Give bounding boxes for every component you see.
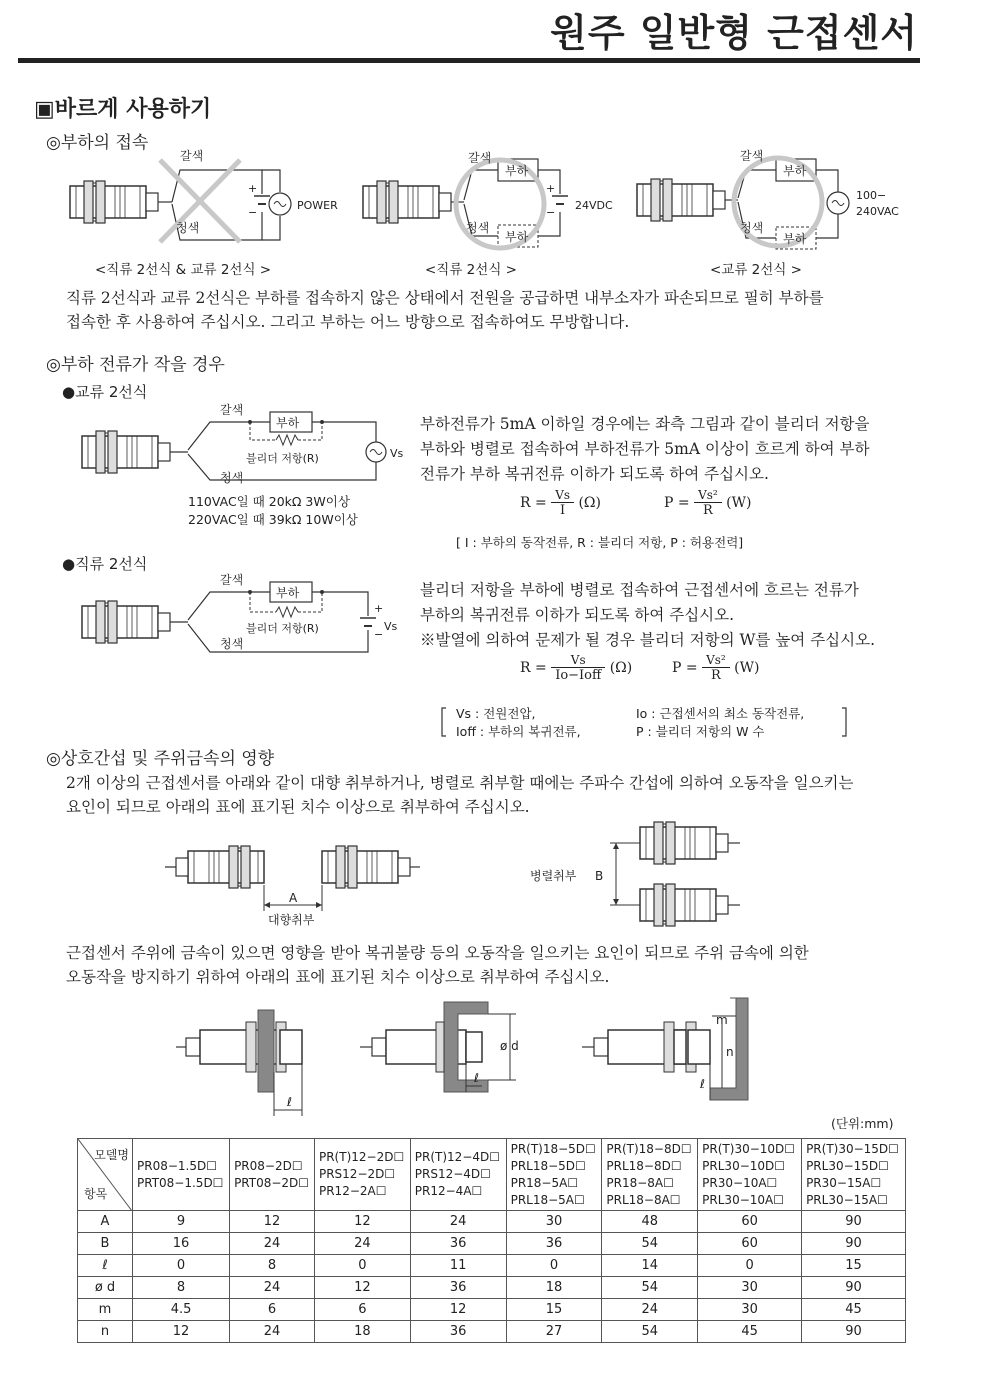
label-parallel: 병렬취부 — [530, 869, 577, 883]
table-cell: 60 — [698, 1211, 802, 1233]
d3-voltage-label-2: 240VAC — [856, 205, 899, 218]
ac-r-lhs: R = — [520, 495, 547, 511]
table-cell: 8 — [133, 1277, 230, 1299]
model-line: PR12−2A☐ — [318, 1184, 387, 1198]
ac-vs-label: Vs — [390, 447, 404, 460]
table-cell: 36 — [410, 1321, 506, 1343]
dc-text-line-1: 블리더 저항을 부하에 병렬로 접속하여 근접센서에 흐르는 전류가 — [420, 581, 859, 599]
model-line: PR08−1.5D☐ — [137, 1158, 217, 1173]
metal3-label-l: ℓ — [700, 1077, 705, 1091]
section-title: ▣바르게 사용하기 — [34, 97, 212, 122]
model-line: PRS12−2D☐ — [318, 1167, 396, 1181]
ac-text-line-3: 전류가 부하 복귀전류 이하가 되도록 하여 주십시오. — [420, 465, 769, 483]
interference-heading: ◎상호간섭 및 주위금속의 영향 — [46, 749, 275, 769]
row-item-label: ø d — [78, 1277, 133, 1299]
dc-bleeder-diagram — [70, 570, 410, 670]
table-cell: 90 — [802, 1277, 906, 1299]
table-cell: 27 — [506, 1321, 602, 1343]
label-facing: 대향취부 — [268, 913, 315, 927]
model-line: PRS12−4D☐ — [414, 1167, 491, 1181]
metal2-label-d: ø d — [500, 1039, 519, 1053]
row-item-label: m — [78, 1299, 133, 1321]
dc-blue-label: 청색 — [220, 637, 244, 651]
ac-p-num: Vs² — [694, 488, 722, 503]
table-cell: 8 — [230, 1255, 315, 1277]
d2-plus: + — [546, 182, 556, 195]
interference-para-line-2: 요인이 되므로 아래의 표에 표기된 치수 이상으로 취부하여 주십시오. — [66, 798, 530, 816]
model-header-2 — [314, 1139, 410, 1211]
model-line: PR(T)18−5D☐ — [510, 1141, 596, 1156]
model-line: PR(T)30−15D☐ — [806, 1141, 899, 1156]
model-line: PR(T)12−4D☐ — [414, 1150, 501, 1164]
ac-p-unit: (W) — [726, 495, 752, 511]
model-line: PRL18−5A☐ — [510, 1192, 585, 1207]
model-line: PRL18−8A☐ — [606, 1192, 681, 1207]
table-cell: 15 — [802, 1255, 906, 1277]
table-row — [78, 1211, 906, 1233]
ac-bleeder-label: 블리더 저항(R) — [246, 452, 319, 465]
dc-minus: − — [374, 628, 384, 641]
table-row — [78, 1299, 906, 1321]
ac-text-line-2: 부하와 병렬로 접속하여 부하전류가 5mA 이상이 흐르게 하여 부하 — [420, 440, 870, 458]
d2-load-bottom: 부하 — [505, 230, 529, 244]
table-cell: 54 — [602, 1233, 698, 1255]
dc-p-den: R — [710, 668, 721, 683]
table-cell: 24 — [230, 1277, 315, 1299]
metal3-label-n: n — [726, 1045, 734, 1059]
dc-r-unit: (Ω) — [609, 660, 633, 676]
small-current-heading: ◎부하 전류가 작을 경우 — [46, 355, 225, 375]
table-cell: 36 — [410, 1277, 506, 1299]
model-header-7 — [802, 1139, 906, 1211]
d2-load-top: 부하 — [505, 164, 529, 178]
table-cell: 54 — [602, 1277, 698, 1299]
unit-label: (단위:mm) — [831, 1116, 894, 1131]
dc-legend-ioff: Ioff : 부하의 복귀전류, — [456, 724, 581, 739]
d3-brown-label: 갈색 — [740, 149, 764, 163]
dc-r-den: Io−Ioff — [555, 668, 602, 683]
caption-ac: <교류 2선식 > — [710, 262, 802, 278]
ac-note-110: 110VAC일 때 20kΩ 3W이상 — [188, 494, 350, 509]
load-paragraph-line-1: 직류 2선식과 교류 2선식은 부하를 접속하지 않은 상태에서 전원을 공급하면 내부소자가 파손되므로 필히 부하를 — [66, 289, 824, 307]
model-line: PRT08−1.5D☐ — [137, 1175, 224, 1190]
row-item-label: n — [78, 1321, 133, 1343]
table-cell: 24 — [602, 1299, 698, 1321]
corner-top-label: 모델명 — [94, 1147, 129, 1162]
metal2-label-l: ℓ — [474, 1071, 479, 1085]
table-cell: 0 — [314, 1255, 410, 1277]
caption-dc-ac: <직류 2선식 & 교류 2선식 > — [95, 262, 272, 278]
table-cell: 24 — [410, 1211, 506, 1233]
dc-bleeder-label: 블리더 저항(R) — [246, 622, 319, 635]
table-cell: 90 — [802, 1233, 906, 1255]
row-item-label: A — [78, 1211, 133, 1233]
d3-blue-label: 청색 — [740, 221, 764, 235]
d1-power-label: POWER — [297, 199, 338, 212]
ac-text-line-1: 부하전류가 5mA 이하일 경우에는 좌측 그림과 같이 블리더 저항을 — [420, 415, 870, 433]
model-line: PR18−8A☐ — [606, 1175, 674, 1190]
table-cell: 12 — [314, 1277, 410, 1299]
table-cell: 18 — [506, 1277, 602, 1299]
ac-brown-label: 갈색 — [220, 403, 244, 417]
spec-table-body — [78, 1211, 906, 1343]
model-line: PR(T)30−10D☐ — [702, 1141, 796, 1156]
table-cell: 24 — [230, 1233, 315, 1255]
d3-load-bottom: 부하 — [783, 232, 807, 246]
table-cell: 54 — [602, 1321, 698, 1343]
model-line: PRT08−2D☐ — [234, 1175, 310, 1190]
ac-formula-p — [664, 488, 751, 518]
d2-voltage-label: 24VDC — [575, 199, 613, 212]
ac-blue-label: 청색 — [220, 471, 244, 485]
ac-formula-r — [520, 488, 601, 518]
d2-brown-label: 갈색 — [468, 151, 492, 165]
d3-voltage-label-1: 100− — [856, 189, 887, 202]
table-cell: 24 — [230, 1321, 315, 1343]
dc-legend-io: Io : 근접센서의 최소 동작전류, — [636, 706, 805, 721]
dc-vs-label: Vs — [384, 620, 398, 633]
model-line: PRL30−10D☐ — [702, 1158, 786, 1173]
dc-legend-vs: Vs : 전원전압, — [456, 706, 536, 721]
ac-r-unit: (Ω) — [578, 495, 601, 511]
table-cell: 9 — [133, 1211, 230, 1233]
model-line: PRL30−15D☐ — [806, 1158, 889, 1173]
d1-brown-label: 갈색 — [180, 149, 204, 163]
dc-load-label: 부하 — [276, 586, 300, 600]
model-line: PR30−15A☐ — [806, 1175, 882, 1190]
table-cell: 4.5 — [133, 1299, 230, 1321]
dc-p-lhs: P = — [672, 660, 698, 676]
ac-p-den: R — [702, 503, 713, 518]
d2-minus: − — [546, 206, 556, 219]
model-header-0 — [133, 1139, 230, 1211]
d1-plus: + — [248, 182, 258, 195]
label-a: A — [289, 891, 298, 905]
table-cell: 30 — [506, 1211, 602, 1233]
d2-blue-label: 청색 — [466, 221, 490, 235]
ac-legend: [ I : 부하의 동작전류, R : 블리더 저항, P : 허용전력] — [456, 535, 744, 550]
table-cell: 16 — [133, 1233, 230, 1255]
model-line: PRL30−15A☐ — [806, 1192, 888, 1207]
model-header-1 — [230, 1139, 315, 1211]
table-cell: 90 — [802, 1321, 906, 1343]
metal-diagrams — [0, 992, 1000, 1122]
metal-para-line-2: 오동작을 방지하기 위하여 아래의 표에 표기된 치수 이상으로 취부하여 주십시오. — [66, 968, 610, 986]
table-cell: 6 — [314, 1299, 410, 1321]
row-item-label: ℓ — [78, 1255, 133, 1277]
dc-formula-p — [672, 653, 759, 683]
dc-legend-p: P : 블리더 저항의 W 수 — [636, 724, 765, 739]
table-cell: 12 — [410, 1299, 506, 1321]
model-line: PR18−5A☐ — [510, 1175, 579, 1190]
table-cell: 90 — [802, 1211, 906, 1233]
table-cell: 18 — [314, 1321, 410, 1343]
interference-diagrams — [0, 815, 1000, 935]
table-cell: 0 — [133, 1255, 230, 1277]
page-title: 원주 일반형 근접센서 — [550, 11, 918, 55]
table-cell: 30 — [698, 1277, 802, 1299]
table-cell: 60 — [698, 1233, 802, 1255]
table-cell: 12 — [133, 1321, 230, 1343]
model-header-6 — [698, 1139, 802, 1211]
d3-load-top: 부하 — [783, 164, 807, 178]
model-line: PRL18−8D☐ — [606, 1158, 682, 1173]
dc-p-num: Vs² — [702, 653, 730, 668]
table-cell: 24 — [314, 1233, 410, 1255]
ac-r-num: Vs — [551, 488, 574, 503]
metal3-label-m: m — [716, 1013, 728, 1027]
dc-p-unit: (W) — [734, 660, 760, 676]
corner-bottom-label: 항목 — [84, 1186, 108, 1201]
dc-formula-r — [520, 653, 632, 683]
metal-para-line-1: 근접센서 주위에 금속이 있으면 영향을 받아 복귀불량 등의 오동작을 일으키는 요인이 되므로 주위 금속에 의한 — [66, 944, 809, 962]
d1-blue-label: 청색 — [176, 221, 200, 235]
d1-minus: − — [248, 206, 258, 219]
model-line: PRL18−5D☐ — [510, 1158, 586, 1173]
table-cell: 15 — [506, 1299, 602, 1321]
dc-brown-label: 갈색 — [220, 573, 244, 587]
model-line: PR12−4A☐ — [414, 1184, 483, 1198]
table-row — [78, 1233, 906, 1255]
table-cell: 30 — [698, 1299, 802, 1321]
load-paragraph-line-2: 접속한 후 사용하여 주십시오. 그리고 부하는 어느 방향으로 접속하여도 무방합니다. — [66, 313, 630, 331]
model-header-3 — [410, 1139, 506, 1211]
table-cell: 36 — [410, 1233, 506, 1255]
label-b: B — [595, 869, 604, 883]
row-item-label: B — [78, 1233, 133, 1255]
dc-heading: ●직류 2선식 — [62, 555, 148, 573]
table-cell: 0 — [506, 1255, 602, 1277]
load-connection-heading: ◎부하의 접속 — [46, 133, 149, 153]
model-line: PR08−2D☐ — [234, 1158, 303, 1173]
model-line: PRL30−10A☐ — [702, 1192, 784, 1207]
table-cell: 0 — [698, 1255, 802, 1277]
table-cell: 11 — [410, 1255, 506, 1277]
dc-text-line-3: ※발열에 의하여 문제가 될 경우 블리더 저항의 W를 높여 주십시오. — [420, 631, 876, 649]
model-header-4 — [506, 1139, 602, 1211]
table-row — [78, 1277, 906, 1299]
table-cell: 45 — [802, 1299, 906, 1321]
title-rule — [18, 58, 920, 63]
dc-r-num: Vs — [551, 653, 605, 668]
interference-para-line-1: 2개 이상의 근접센서를 아래와 같이 대향 취부하거나, 병렬로 취부할 때에는 주파수 간섭에 의하여 오동작을 일으키는 — [66, 774, 854, 792]
metal1-label-l: ℓ — [287, 1095, 292, 1109]
caption-dc: <직류 2선식 > — [425, 262, 517, 278]
spec-table — [77, 1138, 906, 1343]
ac-heading: ●교류 2선식 — [62, 383, 148, 401]
ac-r-den: I — [560, 503, 566, 518]
model-header-5 — [602, 1139, 698, 1211]
table-cell: 6 — [230, 1299, 315, 1321]
table-cell: 45 — [698, 1321, 802, 1343]
dc-text-line-2: 부하의 복귀전류 이하가 되도록 하여 주십시오. — [420, 606, 735, 624]
table-cell: 48 — [602, 1211, 698, 1233]
table-corner-cell — [78, 1139, 133, 1211]
model-line: PR30−10A☐ — [702, 1175, 778, 1190]
model-line: PR(T)18−8D☐ — [606, 1141, 692, 1156]
table-cell: 12 — [230, 1211, 315, 1233]
ac-note-220: 220VAC일 때 39kΩ 10W이상 — [188, 512, 358, 527]
table-cell: 12 — [314, 1211, 410, 1233]
table-cell: 14 — [602, 1255, 698, 1277]
table-row — [78, 1321, 906, 1343]
ac-p-lhs: P = — [664, 495, 690, 511]
ac-load-label: 부하 — [276, 416, 300, 430]
model-line: PR(T)12−2D☐ — [318, 1150, 405, 1164]
table-row — [78, 1255, 906, 1277]
dc-plus: + — [374, 602, 384, 615]
dc-r-lhs: R = — [520, 660, 547, 676]
table-cell: 36 — [506, 1233, 602, 1255]
